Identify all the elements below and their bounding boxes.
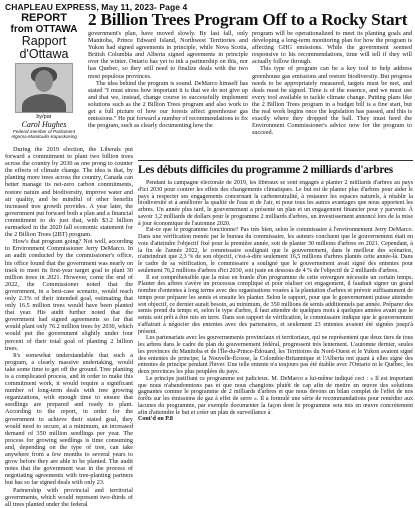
- portrait-shoulders: [22, 94, 66, 113]
- dottawa-label: d'Ottawa: [19, 47, 69, 61]
- rapport-label: Rapport: [21, 34, 67, 48]
- paragraph: government's plan, have moved slowly. By last fall, only Manitoba, Prince Edward Island, Northwest Territories and Yukon had signed agreements in principle, while Nova Scotia, British Columbia and Alberta signed agreements in principle over the winter. Ontario has yet to ink a partnership on this, nor has Quebec, so they still need to finalize deals with the two most populous provinces.: [88, 30, 248, 80]
- english-column-3: [252, 30, 412, 136]
- paragraph: Pendant la campagne électorale de 2019, les libéraux se sont engagés à planter 2 milliards d'arbres au pays d'ici 2030 pour contrer les effets des changements climatiques. Le but est de planter plus d'arbres pour aider le pays à respecter ses engagements concernant la carboneutralité, à restaurer les espaces naturels, à rétablir la biodiversité et à améliorer la qualité de l'eau et de l'air, et pour tous les autres avantages que nous apportent les arbres. Un année plus tard, le gouvernement a présenté un plan et un engagement financier pour y parvenir. À savoir 3,2 milliards de dollars pour le programme 2 milliards d'arbres, un investissement annoncé lors de la mise à jour économique de l'automne 2020.: [138, 180, 413, 227]
- french-headline: Les débuts difficiles du programme 2 milliards d'arbres: [138, 164, 393, 176]
- continued-note: Cont'd on P.8: [138, 416, 173, 423]
- paragraph: During the 2019 election, the Liberals put forward a commitment to plant two billion trees across the country by 2030 as one prong to counter the effects of climate change. The idea is that, by planting more trees across the country, Canada can better manage its net-zero carbon commitments, restore nature and biodiversity, improve water and air quality, and be mindful of other benefits increased tree growth provides. A year later, the government put forward both a plan and a financial commitment to do just that, with $3.2 billion earmarked in the 2020 fall economic statement for the 2 Billion Trees (2BT) program.: [5, 146, 133, 239]
- paragraph: This type of program can be a key tool to help address greenhouse gas emissions and restore biodiversity. But progress needs to be appropriately measured, targets must be met, and deals must be signed. Time is of the essence, and we must use every tool available to tackle climate change. Putting plans like the 2 Billion Trees program in a budget bill is a fine start, but the real work begins once the legislation has passed, and this is exactly where they dropped the ball. They must heed the Environment Commissioner's advice now for the program to succeed.: [252, 65, 412, 137]
- french-article: [138, 180, 413, 476]
- paragraph: It's somewhat understandable that such a program, a clearly massive undertaking, would take some time to get off the ground. Tree planting is a complicated process, and in order to make this commitment work, it would require a significant number of long-term deals with tree growing organizations, with enough time to ensure that seedlings are prepared and ready to plant. According to the report, in order for the government to achieve their stated goal, they would need to secure, at a minimum, an increased demand of 350 million seedlings per year. The process for growing seedlings is time consuming and, depending on the type of tree, can take anywhere from a few months to several years to grow before they are able to be planted. The audit notes that the government was in the process of negotiating agreements with tree-planting partners but has so far signed deals with only 23.: [5, 351, 133, 487]
- paragraph: Partnership with provincial and territorial governments, which would represent two-thirds of all trees planted under the federal: [5, 486, 133, 508]
- english-headline: 2 Billion Trees Program Off to a Rocky Start: [88, 10, 408, 29]
- page-folio: CHAPLEAU EXPRESS, May 11, 2023- Page 4: [5, 2, 188, 12]
- paragraph: How's that program going? Not well, according to Environment Commissioner Jerry DeMarco. In an audit conducted by the commissioner's office, his office found that the government was nearly on track to meet its first-year target goal to plant 30 million trees in 2021. However, come the end of 2022, the Commissioner noted that the government, in a best-case scenario, would reach only 2.3% of their intended goal, estimating that only 16.5 million trees would have been planted that year. His audit further noted that the government had signed agreements so far that would plant only 76.2 million trees by 2030, which would put the government slightly under four percent of their total goal of planting 2 billion trees.: [5, 238, 133, 352]
- english-column-1: [5, 146, 133, 508]
- english-column-2: [88, 30, 248, 129]
- column-header-box: [5, 12, 83, 140]
- paragraph: Est-ce que le programme fonctionne? Pas très bien, selon le commissaire à l'environnement Jerry DeMarco. Dans une vérification menée par le bureau du commissaire, les auteurs concluent que le gouvernement était en voie d'atteindre l'objectif fixé pour la première année, soit de planter 30 millions d'arbres en 2021. Cependant, à la fin de l'année 2022, le commissaire soulignait que le gouvernement, dans le meilleur des scénarios, n'atteindrait que 2,3 % de son objectif, c'est-à-dire seulement 16,5 millions d'arbres plantés cette année-là. Dans le cadre de sa vérification, le commissaire a souligné que le gouvernement avait signé des ententes pour seulement 76,2 millions d'arbres d'ici 2030, soit juste en dessous de 4 % de l'objectif de 2 milliards d'arbres.: [138, 227, 413, 274]
- from-ottawa-label: from OTTAWA: [10, 24, 78, 35]
- author-caption: Federal member of Parliament Algoma-Manitoulin-Kapuskasing: [11, 129, 77, 140]
- paragraph: Il est compréhensible que la mise en branle d'un programme de cette envergure nécessite un certain temps. Planter des arbres s'avère un processus compliqué et pour réaliser cet engagement, il faudrait signer un grand nombre d'ententes à long terme avec des organisations vouées à la plantation d'arbres et prévoir suffisamment de temps pour préparer les semis et ensuite les planter. Selon le rapport, pour que le gouvernement puisse atteindre son objectif, ce dernier aurait besoin, au minimum, de 350 millions de semis additionnels par année. Préparer des semis prend du temps et, selon le type d'arbre, il faut attendre de quelques mois à quelques années avant que le semis soit prêt à être mis en terre. Dans son rapport de vérification, le commissaire indique que le gouvernement s'affairait à négocier des ententes avec des partenaires, et seulement 23 ententes avaient été signées jusqu'à présent.: [138, 274, 413, 335]
- report-label: REPORT: [21, 12, 67, 24]
- author-name: Carol Hughes: [21, 120, 67, 129]
- byline: by/par: [36, 114, 52, 120]
- paragraph: Les partenariats avec les gouvernements provinciaux et territoriaux, qui ne représentent que deux tiers de tous les arbres dans le cadre du plan du gouvernement fédéral, progressent très lentement. L'automne dernier, seules les provinces du Manitoba et de l'Île-du-Prince-Édouard, les Territoires du Nord-Ouest et le Yukon avaient signé des ententes de principe; la Nouvelle-Écosse, la Colombie-Britannique et l'Alberta ont quant à elles signé des ententes de principe pendant l'hiver. Une telle entente n'a toujours pas été établie avec l'Ontario ni le Québec, les deux provinces les plus peuplées du pays.: [138, 335, 413, 375]
- paragraph: The idea behind the program is sound. DeMarco himself has stated "I must stress how important it is that we do not give up and that we, instead, change course to successfully implement solutions such as the 2 Billion Trees program and also work to get a full picture of how our forests affect greenhouse gas emissions." He put forward a number of recommendations to fix the program, such as clearly documenting how the: [88, 79, 248, 130]
- section-divider: [138, 160, 413, 161]
- author-portrait: [15, 63, 73, 113]
- french-body: [138, 180, 413, 423]
- portrait-face: [35, 70, 53, 92]
- paragraph: Le principe justifiant ce programme est judicieux. M. DeMarco a lui-même indiqué ceci : « Il est important que nous n'abandonnions pas et que nous changions plutôt de cap afin de mettre en œuvre des solutions gagnantes comme le programme de 2 milliards d'arbres et que nous devons un bilan complet de l'effet de nos forêts sur les émissions de gaz à effet de serre ». Il a formulé une série de recommandations pour remédier aux lacunes du programme, par exemple documenter la façon dont le programme sera mis en œuvre concrètement afin d'atteindre le but et créer un plan de surveillance à: [138, 375, 413, 416]
- paragraph: program will be operationalized to meet its planting goals and developing a long-term monitoring plan for how the program is affecting GHG emissions. While the government seemed responsive to his recommendations, time will tell if they will actually follow through.: [252, 30, 412, 66]
